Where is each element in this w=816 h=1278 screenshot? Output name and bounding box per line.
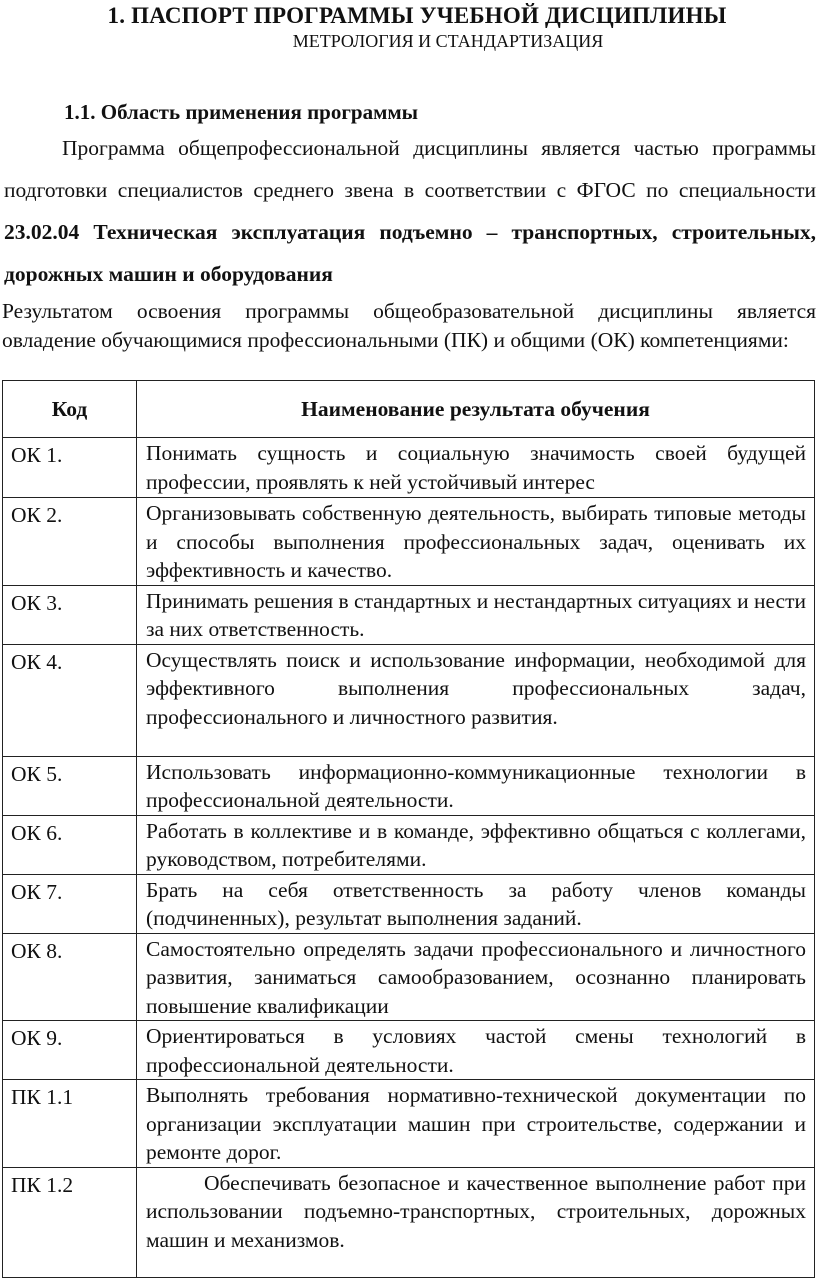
table-row (3, 438, 815, 498)
intro-paragraph (4, 127, 816, 295)
competency-description: Самостоятельно определять задачи профессионального и личностного развития, заниматься самообразованием, осознанно планировать повышение квалификации (137, 933, 815, 1021)
competency-description: Обеспечивать безопасное и качественное выполнение работ при использовании подъемно-транспортных, строительных, дорожных машин и механизмов. (137, 1167, 815, 1277)
competency-code: ОК 7. (3, 874, 137, 933)
table-row (3, 1021, 815, 1080)
competency-description: Ориентироваться в условиях частой смены технологий в профессиональной деятельности. (137, 1021, 815, 1080)
column-header-code: Код (3, 381, 137, 438)
competency-description: Использовать информационно-коммуникационные технологии в профессиональной деятельности. (137, 756, 815, 815)
table-row (3, 498, 815, 586)
competency-code: ОК 4. (3, 644, 137, 756)
result-paragraph: Результатом освоения программы общеобразовательной дисциплины является овладение обучающимися профессиональными (ПК) и общими (ОК) компетенциями: (2, 299, 816, 352)
table-row (3, 644, 815, 756)
competency-code: ОК 6. (3, 815, 137, 874)
competency-description: Организовывать собственную деятельность, выбирать типовые методы и способы выполнения профессиональных задач, оценивать их эффективность и качество. (137, 498, 815, 586)
table-row (3, 874, 815, 933)
table-row (3, 933, 815, 1021)
competency-code: ОК 8. (3, 933, 137, 1021)
competency-description: Принимать решения в стандартных и нестандартных ситуациях и нести за них ответственность. (137, 585, 815, 644)
section-heading: 1.1. Область применения программы (64, 100, 419, 124)
competency-code: ОК 2. (3, 498, 137, 586)
competency-code: ОК 1. (3, 438, 137, 498)
intro-text: Программа общепрофессиональной дисциплины является частью программы подготовки специалистов среднего звена в соответствии с ФГОС по специальности (4, 136, 816, 202)
table-row (3, 756, 815, 815)
competency-description: Брать на себя ответственность за работу членов команды (подчиненных), результат выполнения заданий. (137, 874, 815, 933)
table-row (3, 815, 815, 874)
competency-description: Понимать сущность и социальную значимость своей будущей профессии, проявлять к ней устойчивый интерес (137, 438, 815, 498)
table-header-row (3, 381, 815, 438)
document-title: 1. ПАСПОРТ ПРОГРАММЫ УЧЕБНОЙ ДИСЦИПЛИНЫ (107, 3, 727, 28)
competency-code: ПК 1.2 (3, 1167, 137, 1277)
competency-code: ОК 5. (3, 756, 137, 815)
specialty-name: 23.02.04 Техническая эксплуатация подъемно – транспортных, строительных, дорожных машин и оборудования (4, 220, 816, 286)
table-row (3, 1080, 815, 1168)
competency-code: ОК 9. (3, 1021, 137, 1080)
competency-code: ПК 1.1 (3, 1080, 137, 1168)
table-row (3, 1167, 815, 1277)
competency-description: Выполнять требования нормативно-технической документации по организации эксплуатации машин при строительстве, содержании и ремонте дорог. (137, 1080, 815, 1168)
competencies-table (2, 380, 815, 1278)
discipline-name: МЕТРОЛОГИЯ И СТАНДАРТИЗАЦИЯ (292, 31, 604, 51)
competency-description: Осуществлять поиск и использование информации, необходимой для эффективного выполнения профессиональных задач, профессионального и личностного развития. (137, 644, 815, 756)
competency-description: Работать в коллективе и в команде, эффективно общаться с коллегами, руководством, потребителями. (137, 815, 815, 874)
table-row (3, 585, 815, 644)
column-header-result: Наименование результата обучения (137, 381, 815, 438)
competency-code: ОК 3. (3, 585, 137, 644)
